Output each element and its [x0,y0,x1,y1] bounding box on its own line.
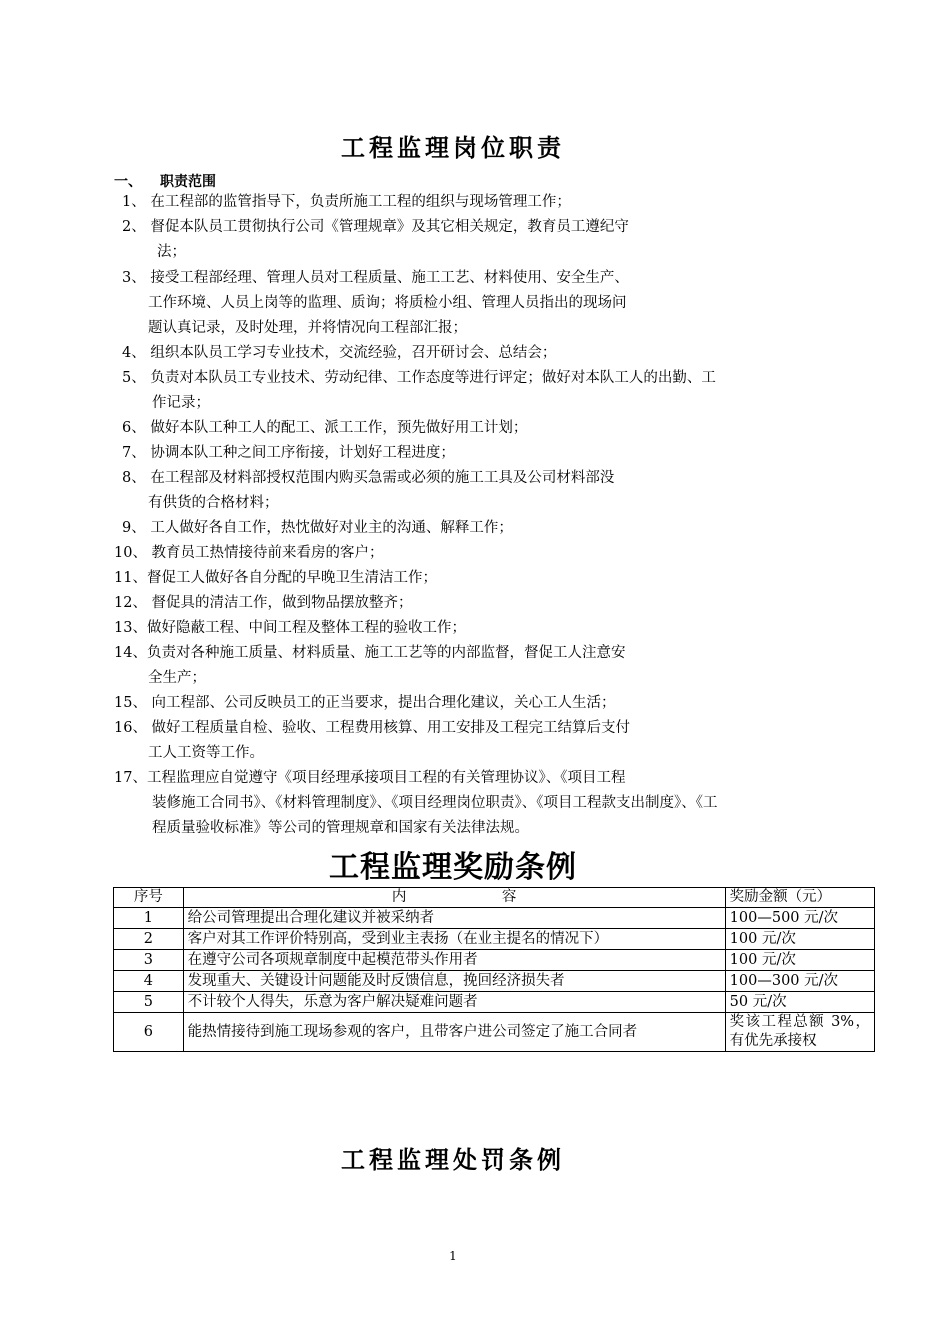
duty-line: 工作环境、人员上岗等的监理、质询；将质检小组、管理人员指出的现场问 [148,295,627,311]
table-row [114,908,875,929]
duty-line: 工人工资等工作。 [148,745,264,761]
row-content: 在遵守公司各项规章制度中起模范带头作用者 [183,950,725,971]
row-no: 5 [114,992,184,1013]
header-content-b: 容 [501,889,517,905]
duty-line: 9、 工人做好各自工作，热忱做好对业主的沟通、解释工作； [122,520,513,536]
duty-line: 11、督促工人做好各自分配的早晚卫生清洁工作； [114,570,437,586]
row-content: 不计较个人得失，乐意为客户解决疑难问题者 [183,992,725,1013]
duty-line: 题认真记录，及时处理，并将情况向工程部汇报； [148,320,467,336]
page-number: 1 [449,1249,457,1263]
row-amount: 奖该工程总额 3%，有优先承接权 [725,1013,874,1052]
row-amount: 50 元/次 [725,992,874,1013]
duty-line: 5、 负责对本队员工专业技术、劳动纪律、工作态度等进行评定；做好对本队工人的出勤、工 [122,370,716,386]
duty-line: 2、 督促本队员工贯彻执行公司《管理规章》及其它相关规定，教育员工遵纪守 [122,219,629,235]
duty-line: 16、 做好工程质量自检、验收、工程费用核算、用工安排及工程完工结算后支付 [114,720,631,736]
header-content [183,888,725,908]
rewards-title: 工程监理奖励条例 [329,850,577,885]
row-content: 给公司管理提出合理化建议并被采纳者 [183,908,725,929]
penalty-title: 工程监理处罚条例 [341,1145,565,1174]
row-no: 2 [114,929,184,950]
duty-line: 8、 在工程部及材料部授权范围内购买急需或必须的施工工具及公司材料部没 [122,470,615,486]
duty-line: 12、 督促具的清洁工作，做到物品摆放整齐； [114,595,413,611]
row-no: 4 [114,971,184,992]
row-amount: 100—500 元/次 [725,908,874,929]
table-row [114,971,875,992]
table-row [114,929,875,950]
duty-line: 装修施工合同书》、《材料管理制度》、《项目经理岗位职责》、《项目工程款支出制度》、《工 [152,795,718,811]
page-title: 工程监理岗位职责 [341,133,565,162]
section-heading [114,171,216,191]
duty-line: 6、 做好本队工种工人的配工、派工工作，预先做好用工计划； [122,420,528,436]
duty-line: 1、 在工程部的监管指导下，负责所施工工程的组织与现场管理工作； [122,194,571,210]
duty-line: 3、 接受工程部经理、管理人员对工程质量、施工工艺、材料使用、安全生产、 [122,270,629,286]
header-content-a: 内 [391,889,407,905]
duty-line: 14、负责对各种施工质量、材料质量、施工工艺等的内部监督，督促工人注意安 [114,645,626,661]
duty-line: 15、 向工程部、公司反映员工的正当要求，提出合理化建议，关心工人生活； [114,695,616,711]
section-number: 一、 [114,174,142,190]
duty-line: 全生产； [148,670,206,686]
table-row [114,950,875,971]
table-header-row [114,888,875,908]
header-no: 序号 [114,888,184,908]
row-content: 客户对其工作评价特别高，受到业主表扬（在业主提名的情况下） [183,929,725,950]
header-amount: 奖励金额（元） [725,888,874,908]
table-row [114,1013,875,1052]
row-no: 3 [114,950,184,971]
row-no: 1 [114,908,184,929]
duty-line: 10、 教育员工热情接待前来看房的客户； [114,545,384,561]
row-amount: 100 元/次 [725,929,874,950]
duty-line: 7、 协调本队工种之间工序衔接，计划好工程进度； [122,445,455,461]
duty-line: 17、工程监理应自觉遵守《项目经理承接项目工程的有关管理协议》、《项目工程 [114,770,626,786]
duty-line: 13、做好隐蔽工程、中间工程及整体工程的验收工作； [114,620,466,636]
duty-line: 作记录； [152,395,210,411]
row-no: 6 [114,1013,184,1052]
row-content: 能热情接待到施工现场参观的客户，且带客户进公司签定了施工合同者 [183,1013,725,1052]
row-amount: 100 元/次 [725,950,874,971]
table-row [114,992,875,1013]
duty-line: 程质量验收标准》等公司的管理规章和国家有关法律法规。 [152,820,529,836]
section-title: 职责范围 [160,174,216,190]
rewards-table [113,887,875,1052]
duty-line: 4、 组织本队员工学习专业技术，交流经验，召开研讨会、总结会； [122,345,557,361]
row-content: 发现重大、关键设计问题能及时反馈信息，挽回经济损失者 [183,971,725,992]
row-amount: 100—300 元/次 [725,971,874,992]
duty-line: 法； [157,244,186,260]
duty-line: 有供货的合格材料； [148,495,279,511]
